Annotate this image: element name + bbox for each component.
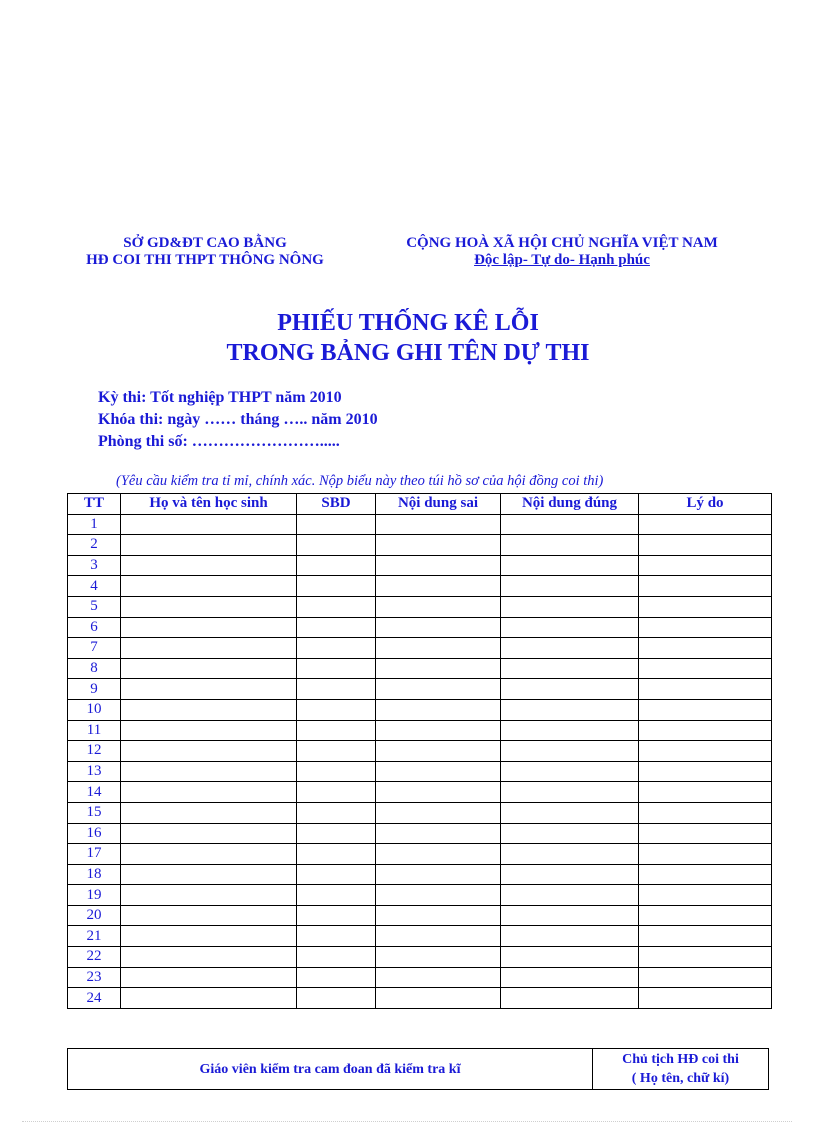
wrong-content-cell — [376, 947, 501, 968]
table-row — [68, 658, 772, 679]
sbd-cell — [297, 967, 376, 988]
header-right — [372, 235, 752, 269]
wrong-content-cell — [376, 864, 501, 885]
row-number: 21 — [68, 926, 121, 947]
row-number: 16 — [68, 823, 121, 844]
reason-cell — [639, 988, 772, 1009]
correct-content-cell — [501, 576, 639, 597]
table-row — [68, 596, 772, 617]
student-name-cell — [121, 535, 297, 556]
correct-content-cell — [501, 617, 639, 638]
row-number: 22 — [68, 947, 121, 968]
sbd-cell — [297, 596, 376, 617]
sbd-cell — [297, 514, 376, 535]
student-name-cell — [121, 741, 297, 762]
sbd-cell — [297, 741, 376, 762]
wrong-content-cell — [376, 905, 501, 926]
wrong-content-cell — [376, 967, 501, 988]
col-header-tt: TT — [68, 494, 121, 515]
student-name-cell — [121, 864, 297, 885]
row-number: 18 — [68, 864, 121, 885]
table-row — [68, 761, 772, 782]
title-line-1: PHIẾU THỐNG KÊ LỖI — [277, 310, 539, 336]
col-header-name: Họ và tên học sinh — [121, 494, 297, 515]
page-bottom-divider — [22, 1121, 792, 1122]
reason-cell — [639, 905, 772, 926]
reason-cell — [639, 823, 772, 844]
wrong-content-cell — [376, 679, 501, 700]
reason-cell — [639, 535, 772, 556]
wrong-content-cell — [376, 988, 501, 1009]
teacher-commitment: Giáo viên kiểm tra cam đoan đã kiểm tra kĩ — [68, 1049, 593, 1090]
reason-cell — [639, 617, 772, 638]
sbd-cell — [297, 658, 376, 679]
row-number: 17 — [68, 844, 121, 865]
wrong-content-cell — [376, 802, 501, 823]
col-header-sbd: SBD — [297, 494, 376, 515]
row-number: 7 — [68, 638, 121, 659]
reason-cell — [639, 741, 772, 762]
sbd-cell — [297, 679, 376, 700]
exam-session: Khóa thi: ngày …… tháng ….. năm 2010 — [98, 411, 378, 428]
error-table — [67, 493, 772, 1009]
row-number: 9 — [68, 679, 121, 700]
table-row — [68, 741, 772, 762]
correct-content-cell — [501, 885, 639, 906]
sbd-cell — [297, 926, 376, 947]
col-header-wrong: Nội dung sai — [376, 494, 501, 515]
wrong-content-cell — [376, 617, 501, 638]
row-number: 20 — [68, 905, 121, 926]
student-name-cell — [121, 679, 297, 700]
table-row — [68, 947, 772, 968]
student-name-cell — [121, 844, 297, 865]
student-name-cell — [121, 967, 297, 988]
page-title — [0, 308, 816, 368]
correct-content-cell — [501, 823, 639, 844]
department-name: SỞ GD&ĐT CAO BẰNG — [123, 235, 287, 251]
chairman-note: ( Họ tên, chữ kí) — [631, 1071, 730, 1086]
reason-cell — [639, 679, 772, 700]
row-number: 24 — [68, 988, 121, 1009]
sbd-cell — [297, 782, 376, 803]
table-row — [68, 802, 772, 823]
student-name-cell — [121, 885, 297, 906]
reason-cell — [639, 885, 772, 906]
national-title: CỘNG HOÀ XÃ HỘI CHỦ NGHĨA VIỆT NAM — [406, 235, 718, 251]
title-line-2: TRONG BẢNG GHI TÊN DỰ THI — [226, 340, 590, 366]
national-motto: Độc lập- Tự do- Hạnh phúc — [474, 252, 650, 268]
reason-cell — [639, 658, 772, 679]
row-number: 2 — [68, 535, 121, 556]
table-row — [68, 555, 772, 576]
reason-cell — [639, 926, 772, 947]
signature-table — [67, 1048, 769, 1090]
reason-cell — [639, 720, 772, 741]
row-number: 5 — [68, 596, 121, 617]
chairman-signature — [593, 1049, 769, 1090]
sbd-cell — [297, 905, 376, 926]
sbd-cell — [297, 535, 376, 556]
sbd-cell — [297, 864, 376, 885]
row-number: 10 — [68, 699, 121, 720]
col-header-correct: Nội dung đúng — [501, 494, 639, 515]
student-name-cell — [121, 905, 297, 926]
sbd-cell — [297, 638, 376, 659]
student-name-cell — [121, 988, 297, 1009]
table-row — [68, 844, 772, 865]
correct-content-cell — [501, 514, 639, 535]
reason-cell — [639, 699, 772, 720]
student-name-cell — [121, 514, 297, 535]
chairman-title: Chủ tịch HĐ coi thi — [622, 1052, 739, 1067]
row-number: 13 — [68, 761, 121, 782]
sbd-cell — [297, 844, 376, 865]
council-name: HĐ COI THI THPT THÔNG NÔNG — [86, 252, 324, 268]
student-name-cell — [121, 658, 297, 679]
wrong-content-cell — [376, 761, 501, 782]
correct-content-cell — [501, 741, 639, 762]
table-row — [68, 576, 772, 597]
table-row — [68, 926, 772, 947]
reason-cell — [639, 947, 772, 968]
student-name-cell — [121, 926, 297, 947]
table-row — [68, 864, 772, 885]
row-number: 1 — [68, 514, 121, 535]
wrong-content-cell — [376, 926, 501, 947]
wrong-content-cell — [376, 555, 501, 576]
student-name-cell — [121, 576, 297, 597]
instruction-note: (Yêu cầu kiểm tra tỉ mỉ, chính xác. Nộp biểu này theo túi hồ sơ của hội đồng coi thi) — [116, 473, 604, 489]
student-name-cell — [121, 638, 297, 659]
exam-room: Phòng thi số: ……………………..... — [98, 433, 340, 450]
wrong-content-cell — [376, 699, 501, 720]
correct-content-cell — [501, 638, 639, 659]
correct-content-cell — [501, 802, 639, 823]
row-number: 4 — [68, 576, 121, 597]
table-row — [68, 823, 772, 844]
student-name-cell — [121, 555, 297, 576]
row-number: 3 — [68, 555, 121, 576]
reason-cell — [639, 782, 772, 803]
reason-cell — [639, 514, 772, 535]
table-row — [68, 514, 772, 535]
correct-content-cell — [501, 864, 639, 885]
row-number: 11 — [68, 720, 121, 741]
table-row — [68, 988, 772, 1009]
correct-content-cell — [501, 596, 639, 617]
row-number: 6 — [68, 617, 121, 638]
wrong-content-cell — [376, 576, 501, 597]
row-number: 12 — [68, 741, 121, 762]
student-name-cell — [121, 617, 297, 638]
wrong-content-cell — [376, 535, 501, 556]
student-name-cell — [121, 720, 297, 741]
table-row — [68, 905, 772, 926]
reason-cell — [639, 864, 772, 885]
table-header-row — [68, 494, 772, 515]
sbd-cell — [297, 720, 376, 741]
correct-content-cell — [501, 658, 639, 679]
row-number: 14 — [68, 782, 121, 803]
correct-content-cell — [501, 988, 639, 1009]
sbd-cell — [297, 576, 376, 597]
table-row — [68, 720, 772, 741]
student-name-cell — [121, 699, 297, 720]
wrong-content-cell — [376, 596, 501, 617]
table-row — [68, 535, 772, 556]
student-name-cell — [121, 823, 297, 844]
sbd-cell — [297, 699, 376, 720]
correct-content-cell — [501, 844, 639, 865]
table-row — [68, 617, 772, 638]
correct-content-cell — [501, 947, 639, 968]
student-name-cell — [121, 947, 297, 968]
wrong-content-cell — [376, 658, 501, 679]
table-row — [68, 679, 772, 700]
table-row — [68, 782, 772, 803]
correct-content-cell — [501, 535, 639, 556]
wrong-content-cell — [376, 741, 501, 762]
exam-name: Kỳ thi: Tốt nghiệp THPT năm 2010 — [98, 389, 342, 406]
wrong-content-cell — [376, 844, 501, 865]
row-number: 8 — [68, 658, 121, 679]
correct-content-cell — [501, 926, 639, 947]
table-row — [68, 699, 772, 720]
student-name-cell — [121, 596, 297, 617]
correct-content-cell — [501, 761, 639, 782]
correct-content-cell — [501, 782, 639, 803]
correct-content-cell — [501, 679, 639, 700]
sbd-cell — [297, 617, 376, 638]
correct-content-cell — [501, 720, 639, 741]
sbd-cell — [297, 988, 376, 1009]
correct-content-cell — [501, 905, 639, 926]
row-number: 15 — [68, 802, 121, 823]
correct-content-cell — [501, 555, 639, 576]
sbd-cell — [297, 555, 376, 576]
student-name-cell — [121, 782, 297, 803]
correct-content-cell — [501, 967, 639, 988]
row-number: 19 — [68, 885, 121, 906]
table-row — [68, 885, 772, 906]
reason-cell — [639, 555, 772, 576]
reason-cell — [639, 596, 772, 617]
student-name-cell — [121, 802, 297, 823]
wrong-content-cell — [376, 514, 501, 535]
row-number: 23 — [68, 967, 121, 988]
reason-cell — [639, 967, 772, 988]
header-left — [60, 235, 350, 269]
wrong-content-cell — [376, 823, 501, 844]
wrong-content-cell — [376, 638, 501, 659]
table-row — [68, 638, 772, 659]
col-header-reason: Lý do — [639, 494, 772, 515]
reason-cell — [639, 761, 772, 782]
reason-cell — [639, 638, 772, 659]
student-name-cell — [121, 761, 297, 782]
wrong-content-cell — [376, 720, 501, 741]
wrong-content-cell — [376, 782, 501, 803]
reason-cell — [639, 844, 772, 865]
reason-cell — [639, 576, 772, 597]
reason-cell — [639, 802, 772, 823]
sbd-cell — [297, 761, 376, 782]
correct-content-cell — [501, 699, 639, 720]
sbd-cell — [297, 823, 376, 844]
wrong-content-cell — [376, 885, 501, 906]
sbd-cell — [297, 802, 376, 823]
sbd-cell — [297, 947, 376, 968]
sbd-cell — [297, 885, 376, 906]
table-row — [68, 967, 772, 988]
